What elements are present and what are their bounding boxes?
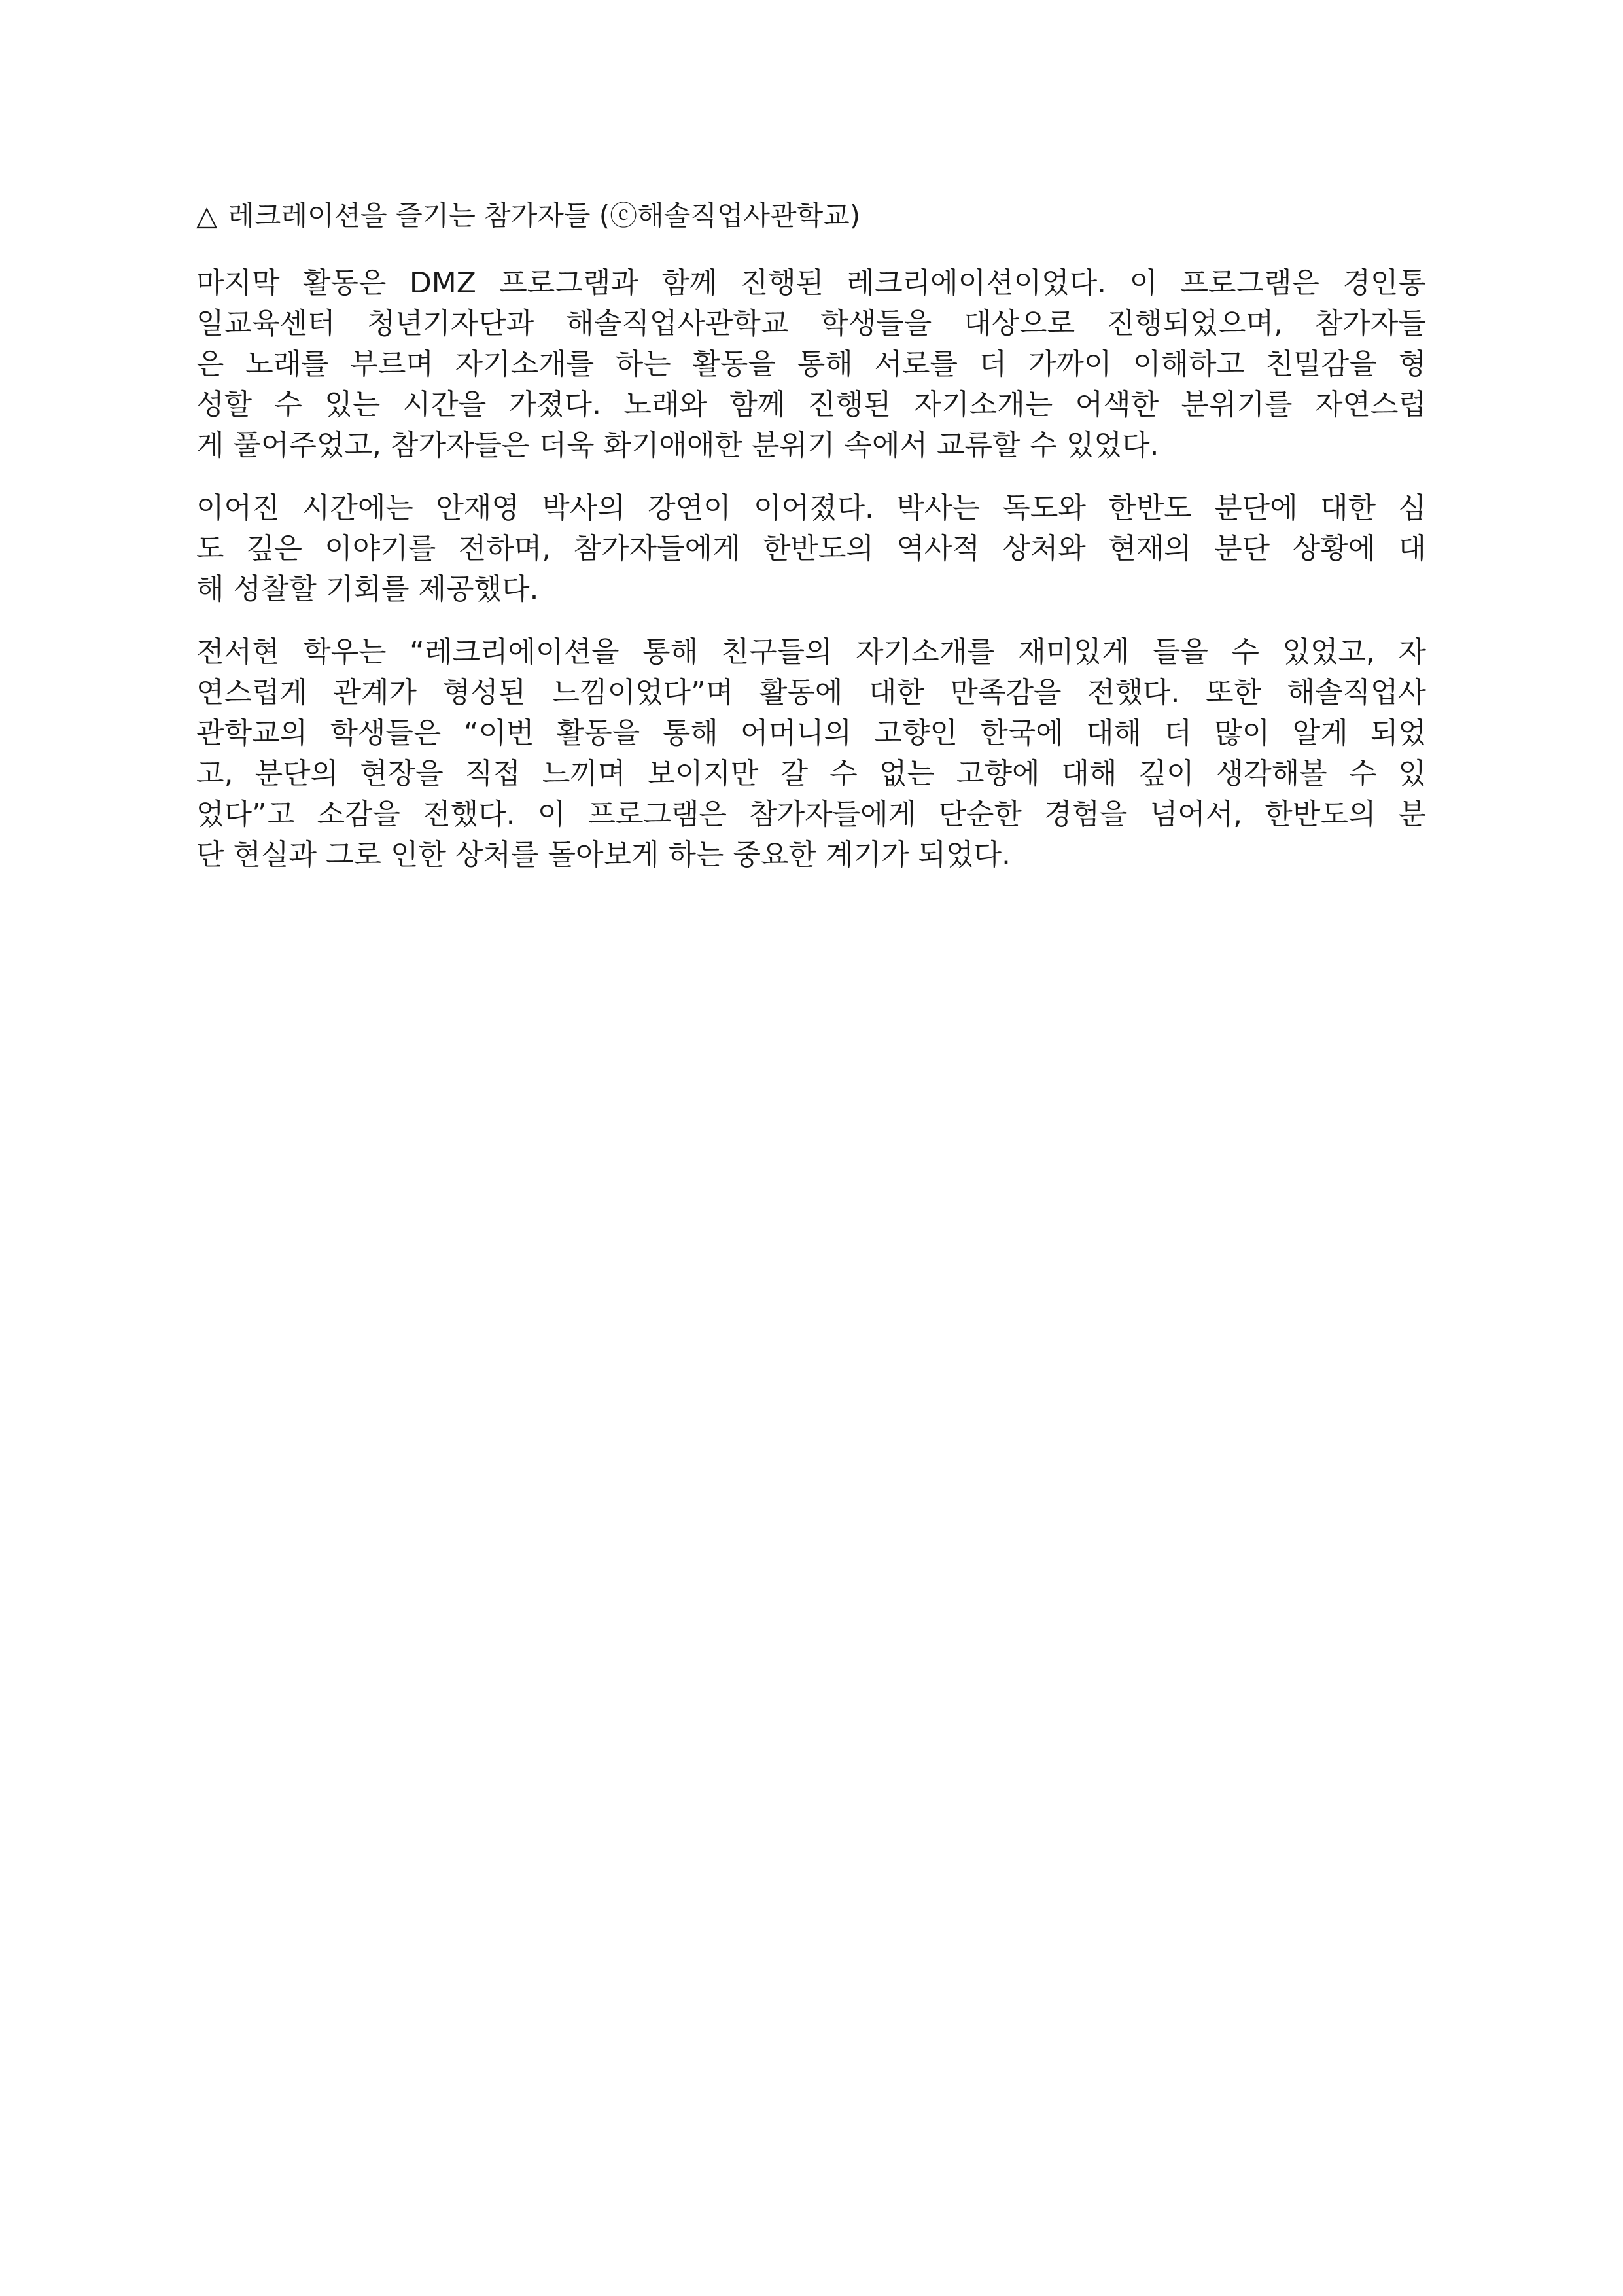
text-line: 단 현실과 그로 인한 상처를 돌아보게 하는 중요한 계기가 되었다.: [196, 838, 1011, 872]
text-line: 관학교의 학생들은 “이번 활동을 통해 어머니의 고향인 한국에 대해 더 많이 알게 되었: [196, 716, 1426, 750]
text-line: 마지막 활동은 DMZ 프로그램과 함께 진행된 레크리에이션이었다. 이 프로그램은 경인통: [196, 266, 1426, 300]
text-line: 성할 수 있는 시간을 가졌다. 노래와 함께 진행된 자기소개는 어색한 분위기를 자연스럽: [196, 388, 1426, 421]
text-line: 은 노래를 부르며 자기소개를 하는 활동을 통해 서로를 더 가까이 이해하고 친밀감을 형: [196, 347, 1426, 381]
paragraph-recreation: [196, 263, 1426, 466]
text-line: 고, 분단의 현장을 직접 느끼며 보이지만 갈 수 없는 고향에 대해 깊이 생각해볼 수 있: [196, 757, 1426, 790]
text-line: 었다”고 소감을 전했다. 이 프로그램은 참가자들에게 단순한 경험을 넘어서, 한반도의 분: [196, 798, 1426, 831]
text-line: 연스럽게 관계가 형성된 느낌이었다”며 활동에 대한 만족감을 전했다. 또한 해솔직업사: [196, 676, 1426, 709]
paragraph-lecture: [196, 488, 1426, 610]
caption-text: 레크레이션을 즐기는 참가자들 (ⓒ해솔직업사관학교): [228, 200, 861, 232]
text-line: 일교육센터 청년기자단과 해솔직업사관학교 학생들을 대상으로 진행되었으며, 참가자들: [196, 307, 1426, 340]
text-line: 해 성찰할 기회를 제공했다.: [196, 573, 539, 606]
triangle-icon: △: [196, 200, 218, 232]
text-line: 도 깊은 이야기를 전하며, 참가자들에게 한반도의 역사적 상처와 현재의 분단 상황에 대: [196, 532, 1426, 565]
document-page: [196, 196, 1426, 898]
text-line: 전서현 학우는 “레크리에이션을 통해 친구들의 자기소개를 재미있게 들을 수 있었고, 자: [196, 635, 1427, 669]
paragraph-testimonials: [196, 632, 1426, 875]
image-caption: [196, 196, 1426, 236]
text-line: 이어진 시간에는 안재영 박사의 강연이 이어졌다. 박사는 독도와 한반도 분단에 대한 심: [196, 491, 1426, 525]
text-line: 게 풀어주었고, 참가자들은 더욱 화기애애한 분위기 속에서 교류할 수 있었다.: [196, 429, 1159, 462]
